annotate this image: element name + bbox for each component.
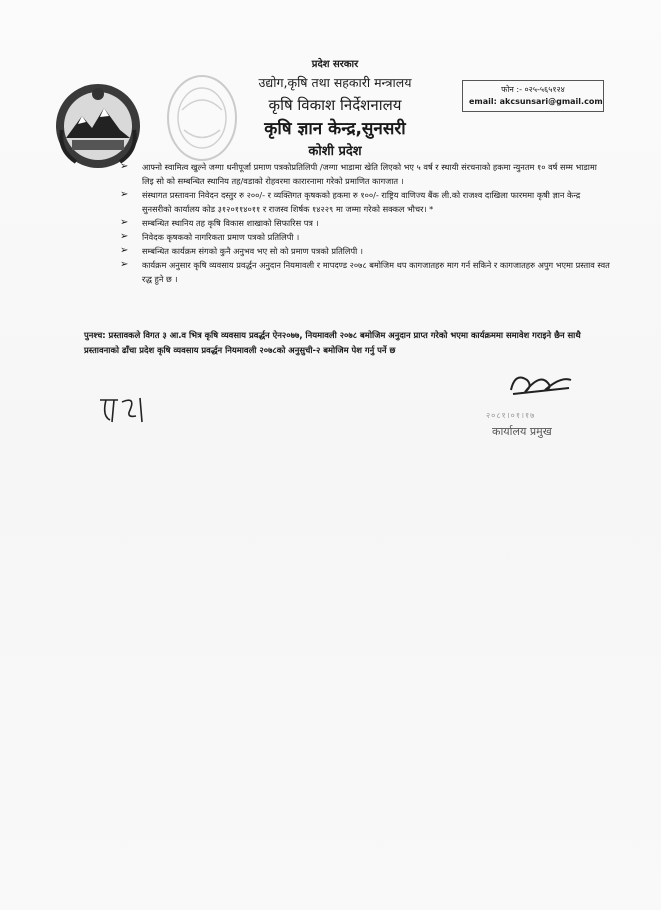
arrow-bullet-icon: ➢	[120, 245, 129, 256]
center-title: कृषि ज्ञान केन्द्र,सुनसरी	[264, 119, 406, 139]
stamp-date: २०८१।०१।१७	[486, 411, 536, 420]
arrow-bullet-icon: ➢	[120, 259, 129, 270]
nepal-emblem-icon	[52, 80, 144, 172]
province-title: कोशी प्रदेश	[308, 144, 362, 159]
list-item: ➢ निवेदक कृषकको नागरिकता प्रमाण पत्रको प्रतिलिपी ।	[120, 231, 300, 242]
list-item: ➢ आफ्नो स्वामित्व खुल्ने जग्गा धनीपूर्जा प्रमाण पत्रकोप्रतिलिपी /जग्गा भाडामा खेति लिएको भए ५ वर्ष र स्थायी संरचनाको हकमा न्युनतम १० वर्ष सम्म भाडामा लिइ सो को सम्बन्धित स्थानिय तह/वडाको रोहवरमा कारारनामा गरेको प्रमाणित कागजात ।	[120, 161, 597, 186]
left-signature-icon	[96, 392, 150, 426]
contact-box	[462, 80, 604, 112]
arrow-bullet-icon: ➢	[120, 231, 129, 242]
officer-signature-icon	[505, 368, 575, 400]
ministry-title: उद्योग,कृषि तथा सहकारी मन्त्रालय	[258, 75, 412, 90]
list-item: ➢ संस्थागत प्रस्तावना निवेदन दस्तुर रु २००/- र व्यक्तिगत कृषकको हकमा रु १००/- राष्ट्रिय वाणिज्य बैंक ली.को राजश्व दाखिला फारममा कृषी ज्ञान केन्द्र सुनसरीको कार्यालय कोड ३१२०११४०११ र राजस्व शिर्षक १४२२९ मा जम्मा गरेको सक्कल भौचर। *	[120, 189, 581, 214]
postscript-note: पुनश्च: प्रस्तावकले विगत ३ आ.व भित्र कृषि व्यवसाय प्रवर्द्धन ऐन२०७७, नियमावली २०७८ बमोजिम अनुदान प्राप्त गरेको भएमा कार्यक्रममा समावेश गराइने छैन साथै प्रस्तावनाको ढाँचा प्रदेश कृषि व्यवसाय प्रवर्द्धन नियमावली २०७८को अनुसुची-२ बमोजिम पेश गर्नु पर्ने छ	[84, 330, 581, 355]
arrow-bullet-icon: ➢	[120, 189, 129, 200]
list-item: ➢ सम्बन्धित कार्यक्रम संगको कुनै अनुभव भए सो को प्रमाण पत्रको प्रतिलिपी ।	[120, 245, 363, 256]
directorate-title: कृषि विकाश निर्देशनालय	[268, 96, 402, 114]
government-title: प्रदेश सरकार	[311, 59, 359, 70]
requirements-list	[120, 160, 610, 286]
list-item: ➢ कार्यक्रम अनुसार कृषि व्यवसाय प्रवर्द्धन अनुदान नियमावली र मापदण्ड २०७८ बमोजिम थप कागजातहरु माग गर्न सकिने र कागजातहरु अपुग भएमा प्रस्ताव स्वत रद्ध हुने छ ।	[120, 259, 610, 284]
email-address: email: akcsunsari@gmail.com	[469, 97, 603, 106]
office-head-label: कार्यालय प्रमुख	[492, 425, 552, 438]
arrow-bullet-icon: ➢	[120, 217, 129, 228]
arrow-bullet-icon: ➢	[120, 161, 129, 172]
list-item: ➢ सम्बन्धित स्थानिय तह कृषि विकास शाखाको सिफारिस पत्र ।	[120, 217, 319, 228]
phone-number: फोन :- ०२५-५६५१२४	[501, 85, 565, 94]
